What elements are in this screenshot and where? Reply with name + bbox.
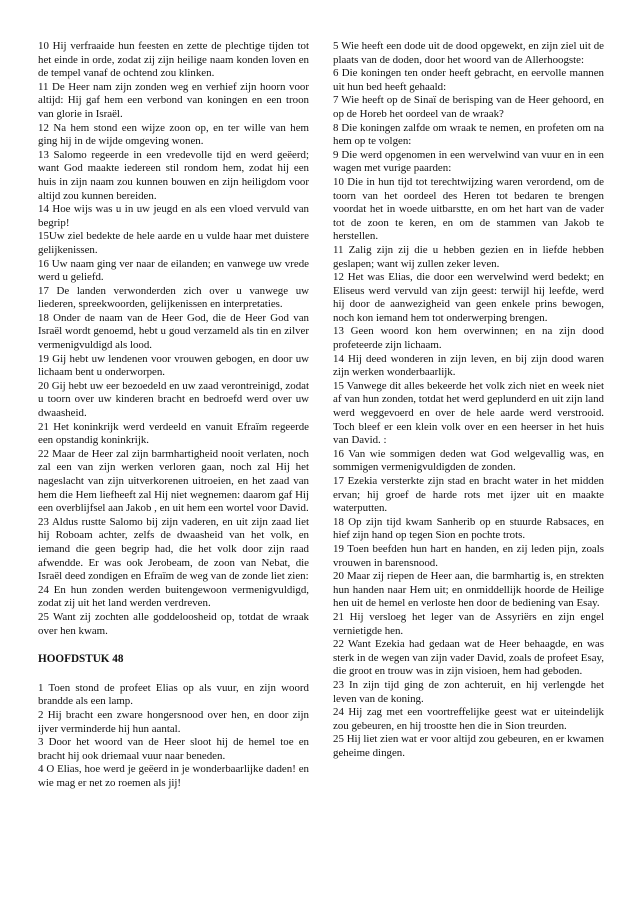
verse: 17 De landen verwonderden zich over u vanwege uw liederen, spreekwoorden, gelijkenissen en interpretaties.	[38, 284, 309, 311]
verse: 11 Zalig zijn zij die u hebben gezien en in liefde hebben geslapen; want wij zullen zeker leven.	[333, 243, 604, 270]
right-column	[333, 40, 604, 790]
verse: 14 Hij deed wonderen in zijn leven, en bij zijn dood waren zijn werken wonderbaarlijk.	[333, 352, 604, 379]
verse: 7 Wie heeft op de Sinaï de berisping van de Heer gehoord, en op de Horeb het oordeel van de wraak?	[333, 94, 604, 120]
verse: 10 Die in hun tijd tot terechtwijzing waren verordend, om de toorn van het oordeel des Heren tot bedaren te brengen voordat het in woede uitbarstte, en om het hart van de vader tot de zoon te keren, en om de stammen van Jakob te herstellen.	[333, 175, 604, 243]
verse: 2 Hij bracht een zware hongersnood over hen, en door zijn ijver verminderde hij hun aantal.	[38, 708, 309, 735]
verse: 16 Uw naam ging ver naar de eilanden; en vanwege uw vrede werd u geliefd.	[38, 257, 309, 284]
verse: 19 Gij hebt uw lendenen voor vrouwen gebogen, en door uw lichaam bent u onderworpen.	[38, 352, 309, 379]
verse: 3 Door het woord van de Heer sloot hij de hemel toe en bracht hij ook driemaal vuur naar beneden.	[38, 736, 309, 762]
verse-list-after-heading	[38, 682, 309, 791]
verse-list-before-heading	[38, 40, 309, 638]
verse: 13 Salomo regeerde in een vredevolle tijd en werd geëerd; want God maakte iedereen stil rondom hem, zodat hij een huis in zijn naam zou kunnen bouwen en zijn heiligdom voor altijd zou kunnen bereiden.	[38, 148, 309, 202]
left-column	[38, 40, 309, 790]
chapter-heading: HOOFDSTUK 48	[38, 653, 124, 666]
verse: 6 Die koningen ten onder heeft gebracht, en eervolle mannen uit hun bed heeft gehaald:	[333, 67, 604, 93]
verse: 4 O Elias, hoe werd je geëerd in je wonderbaarlijke daden! en wie mag er net zo roemen als jij!	[38, 763, 309, 789]
verse: 12 Na hem stond een wijze zoon op, en ter wille van hem ging hij in de wijde omgeving wonen.	[38, 121, 309, 148]
verse: 23 In zijn tijd ging de zon achteruit, en hij verlengde het leven van de koning.	[333, 678, 604, 705]
verse: 24 En hun zonden werden buitengewoon vermenigvuldigd, zodat zij uit het land werden verdreven.	[38, 583, 309, 610]
verse: 21 Hij versloeg het leger van de Assyriërs en zijn engel vernietigde hen.	[333, 610, 604, 637]
verse: 25 Hij liet zien wat er voor altijd zou gebeuren, en er kwamen geheime dingen.	[333, 733, 604, 759]
verse: 15 Vanwege dit alles bekeerde het volk zich niet en week niet af van hun zonden, totdat het werd geplunderd en uit zijn land werd weggevoerd en over de hele aarde werd verstrooid. Toch bleef er een klein volk over en een heerser in het huis van David. :	[333, 379, 604, 447]
verse: 15Uw ziel bedekte de hele aarde en u vulde haar met duistere gelijkenissen.	[38, 230, 309, 256]
verse: 12 Het was Elias, die door een wervelwind werd bedekt; en Eliseus werd vervuld van zijn geest: terwijl hij leefde, werd hij door de aanwezigheid van geen enkele prins bewogen, noch kon iemand hem tot onderwerping brengen.	[333, 271, 604, 324]
verse: 18 Op zijn tijd kwam Sanherib op en stuurde Rabsaces, en hief zijn hand op tegen Sion en pochte trots.	[333, 515, 604, 542]
verse: 21 Het koninkrijk werd verdeeld en vanuit Efraïm regeerde een opstandig koninkrijk.	[38, 420, 309, 447]
verse: 11 De Heer nam zijn zonden weg en verhief zijn hoorn voor altijd: Hij gaf hem een verbond van koningen en een troon van glorie in Israël.	[38, 80, 309, 120]
verse: 20 Gij hebt uw eer bezoedeld en uw zaad verontreinigd, zodat u toorn over uw kinderen bracht en bedroefd werd over uw dwaasheid.	[38, 379, 309, 420]
verse: 24 Hij zag met een voortreffelijke geest wat er uiteindelijk zou gebeuren, en hij troostte hen die in Sion treurden.	[333, 706, 604, 732]
verse: 13 Geen woord kon hem overwinnen; en na zijn dood profeteerde zijn lichaam.	[333, 325, 604, 352]
verse: 17 Ezekia versterkte zijn stad en bracht water in het midden ervan; hij groef de harde rots met ijzer uit en maakte waterputten.	[333, 475, 604, 515]
verse-list	[333, 40, 604, 760]
verse: 10 Hij verfraaide hun feesten en zette de plechtige tijden tot het einde in orde, zodat zij zijn heilige naam konden loven en de tempel vanaf de ochtend zou klinken.	[38, 40, 309, 80]
verse: 25 Want zij zochten alle goddeloosheid op, totdat de wraak over hen kwam.	[38, 610, 309, 637]
verse: 22 Want Ezekia had gedaan wat de Heer behaagde, en was sterk in de wegen van zijn vader David, zoals de profeet Esay, die groot en trouw was in zijn visioen, hem had geboden.	[333, 638, 604, 678]
verse: 16 Van wie sommigen deden wat God welgevallig was, en sommigen vermenigvuldigden de zonden.	[333, 447, 604, 474]
verse: 19 Toen beefden hun hart en handen, en zij leden pijn, zoals vrouwen in barensnood.	[333, 542, 604, 569]
verse: 9 Die werd opgenomen in een wervelwind van vuur en in een wagen met vurige paarden:	[333, 148, 604, 175]
verse: 14 Hoe wijs was u in uw jeugd en als een vloed vervuld van begrip!	[38, 203, 309, 229]
document-page	[38, 40, 604, 790]
verse: 22 Maar de Heer zal zijn barmhartigheid nooit verlaten, noch zal een van zijn werken verloren gaan, noch zal Hij het nageslacht van zijn uitverkorenen uitroeien, en het zaad van hem die Hem liefheeft zal Hij niet wegnemen: daarom gaf Hij een overblijfsel aan Jakob , en uit hem een wortel voor David.	[38, 447, 309, 515]
verse: 8 Die koningen zalfde om wraak te nemen, en profeten om na hem op te volgen:	[333, 121, 604, 148]
verse: 1 Toen stond de profeet Elias op als vuur, en zijn woord brandde als een lamp.	[38, 681, 309, 708]
verse: 20 Maar zij riepen de Heer aan, die barmhartig is, en strekten hun handen naar Hem uit; en onmiddellijk hoorde de Heilige hen uit de hemel en verloste hen door de bediening van Esay.	[333, 570, 604, 610]
verse: 5 Wie heeft een dode uit de dood opgewekt, en zijn ziel uit de plaats van de doden, door het woord van de Allerhoogste:	[333, 40, 604, 66]
verse: 23 Aldus rustte Salomo bij zijn vaderen, en uit zijn zaad liet hij Roboam achter, zelfs de dwaasheid van het volk, en iemand die geen begrip had, die het volk door zijn raad afwendde. Er was ook Jerobeam, de zoon van Nebat, die Israël deed zondigen en Efraïm de weg van de zonde liet zien:	[38, 515, 309, 583]
verse: 18 Onder de naam van de Heer God, die de Heer God van Israël wordt genoemd, hebt u goud verzameld als tin en zilver vermenigvuldigd als lood.	[38, 311, 309, 352]
